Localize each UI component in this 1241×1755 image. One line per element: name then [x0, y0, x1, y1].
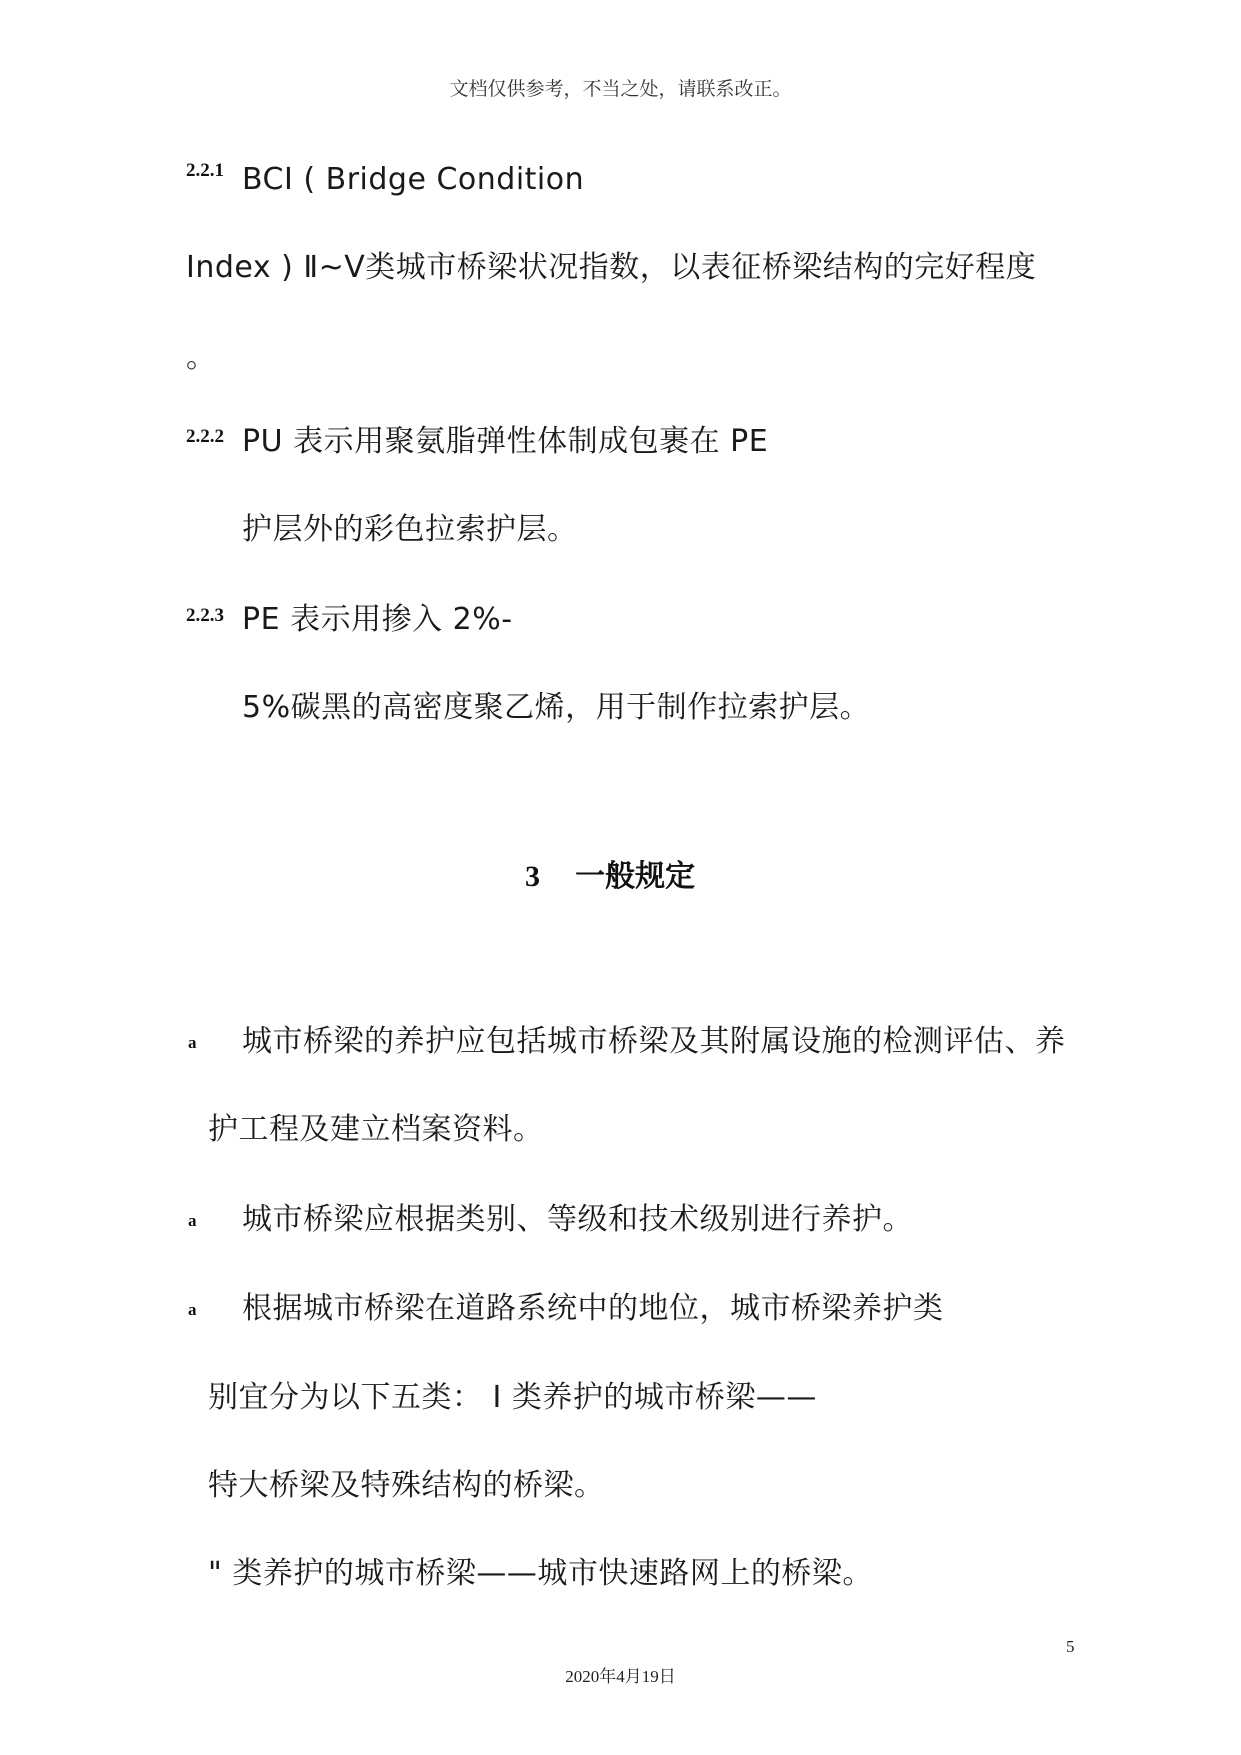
clause-text-line: " 类养护的城市桥梁——城市快速路网上的桥梁。	[208, 1556, 873, 1591]
clause-text-line: 别宜分为以下五类： Ⅰ 类养护的城市桥梁——	[208, 1380, 817, 1415]
definition-text-line: PU 表示用聚氨脂弹性体制成包裹在 PE	[242, 424, 769, 459]
definition-text-line: 5%碳黑的高密度聚乙烯，用于制作拉索护层。	[242, 690, 871, 725]
definition-text-line: PE 表示用掺入 2%-	[242, 602, 513, 637]
section-number: 3	[525, 860, 540, 893]
clause-text-line: 特大桥梁及特殊结构的桥梁。	[208, 1468, 605, 1503]
clause-text-line: 城市桥梁的养护应包括城市桥梁及其附属设施的检测评估、养	[242, 1024, 1066, 1059]
definition-text-line: BCI ( Bridge Condition	[242, 162, 585, 197]
definition-2-2-2	[186, 426, 224, 448]
section-heading	[525, 851, 695, 895]
definition-number: 2.2.1	[186, 160, 224, 181]
clause-marker: a	[188, 1211, 197, 1230]
section-title: 一般规定	[575, 859, 696, 894]
clause-text-line: 护工程及建立档案资料。	[208, 1112, 544, 1147]
definition-2-2-3	[186, 605, 224, 627]
definition-2-2-1	[186, 160, 224, 182]
clause-marker: a	[188, 1300, 197, 1319]
page-number: 5	[1066, 1637, 1075, 1656]
definition-text-line: 护层外的彩色拉索护层。	[242, 512, 578, 547]
clause-marker: a	[188, 1033, 197, 1052]
definition-number: 2.2.3	[186, 605, 224, 626]
clause-text-line: 根据城市桥梁在道路系统中的地位，城市桥梁养护类	[242, 1291, 944, 1326]
footer-date: 2020年4月19日	[565, 1667, 676, 1686]
definition-text-line: Index ) Ⅱ~Ⅴ类城市桥梁状况指数，以表征桥梁结构的完好程度	[186, 250, 1037, 285]
definition-text-line: 。	[186, 340, 217, 375]
page-header: 文档仅供参考，不当之处，请联系改正。	[449, 78, 792, 100]
clause-text-line: 城市桥梁应根据类别、等级和技术级别进行养护。	[242, 1202, 913, 1237]
definition-number: 2.2.2	[186, 426, 224, 447]
